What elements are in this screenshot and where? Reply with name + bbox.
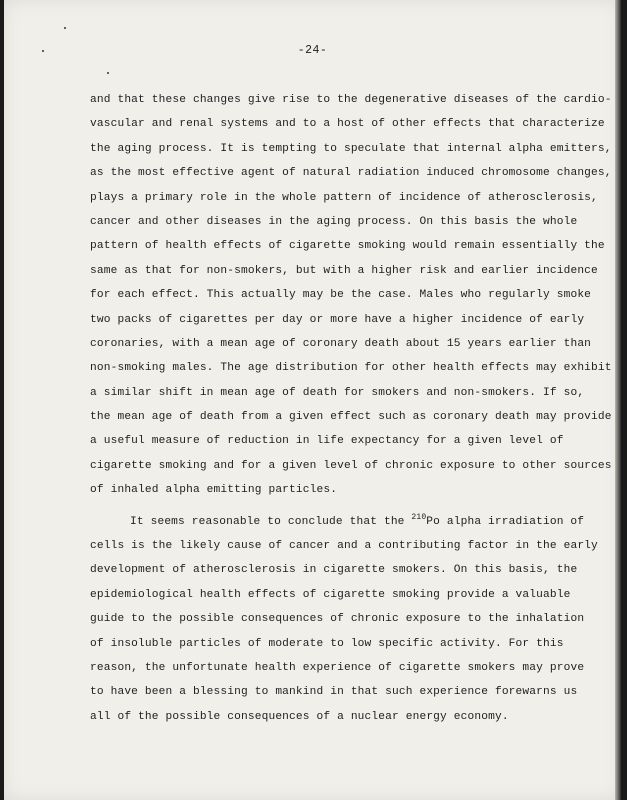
text-fragment: Po alpha irradiation of (426, 515, 585, 528)
text-line: vascular and renal systems and to a host of other effects that characterize (90, 118, 605, 131)
text-line: cancer and other diseases in the aging process. On this basis the whole (90, 215, 578, 228)
text-fragment: It seems reasonable to conclude that the (130, 515, 412, 528)
paragraph-1 (90, 92, 612, 507)
text-line: pattern of health effects of cigarette smoking would remain essentially the (90, 240, 605, 253)
paper-speck (64, 27, 66, 29)
text-line: non-smoking males. The age distribution for other health effects may exhibit (90, 362, 612, 375)
paragraph-2 (90, 512, 598, 734)
text-line: the mean age of death from a given effect such as coronary death may provide (90, 411, 612, 424)
text-line: two packs of cigarettes per day or more have a higher incidence of early (90, 313, 585, 326)
text-line: for each effect. This actually may be the case. Males who regularly smoke (90, 289, 592, 302)
text-line: epidemiological health effects of cigarette smoking provide a valuable (90, 588, 571, 601)
text-line: as the most effective agent of natural radiation induced chromosome changes, (90, 167, 612, 180)
text-line: a similar shift in mean age of death for smokers and non-smokers. If so, (90, 386, 585, 399)
page-edge-shadow (615, 0, 621, 800)
text-line: to have been a blessing to mankind in that such experience forewarns us (90, 686, 578, 699)
text-line: cigarette smoking and for a given level of chronic exposure to other sources (90, 459, 612, 472)
isotope-superscript: 210 (411, 512, 427, 522)
text-line: of inhaled alpha emitting particles. (90, 484, 338, 497)
body-text (90, 92, 612, 733)
text-line: same as that for non-smokers, but with a higher risk and earlier incidence (90, 264, 598, 277)
text-line: cells is the likely cause of cancer and a contributing factor in the early (90, 540, 598, 553)
text-line: reason, the unfortunate health experience of cigarette smokers may prove (90, 661, 585, 674)
document-page (4, 0, 621, 800)
text-line: plays a primary role in the whole pattern of incidence of atherosclerosis, (90, 191, 598, 204)
text-line: and that these changes give rise to the degenerative diseases of the cardio- (90, 94, 612, 106)
text-line: a useful measure of reduction in life expectancy for a given level of (90, 435, 564, 448)
page-number: -24- (297, 44, 328, 57)
text-line: guide to the possible consequences of chronic exposure to the inhalation (90, 613, 585, 626)
text-line: development of atherosclerosis in cigarette smokers. On this basis, the (90, 564, 578, 577)
text-line: coronaries, with a mean age of coronary death about 15 years earlier than (90, 337, 592, 350)
text-line: the aging process. It is tempting to speculate that internal alpha emitters, (90, 142, 612, 155)
paper-speck (107, 72, 109, 74)
text-line: of insoluble particles of moderate to low specific activity. For this (90, 637, 564, 650)
text-line: all of the possible consequences of a nuclear energy economy. (90, 710, 509, 723)
text-line-first (90, 514, 590, 538)
